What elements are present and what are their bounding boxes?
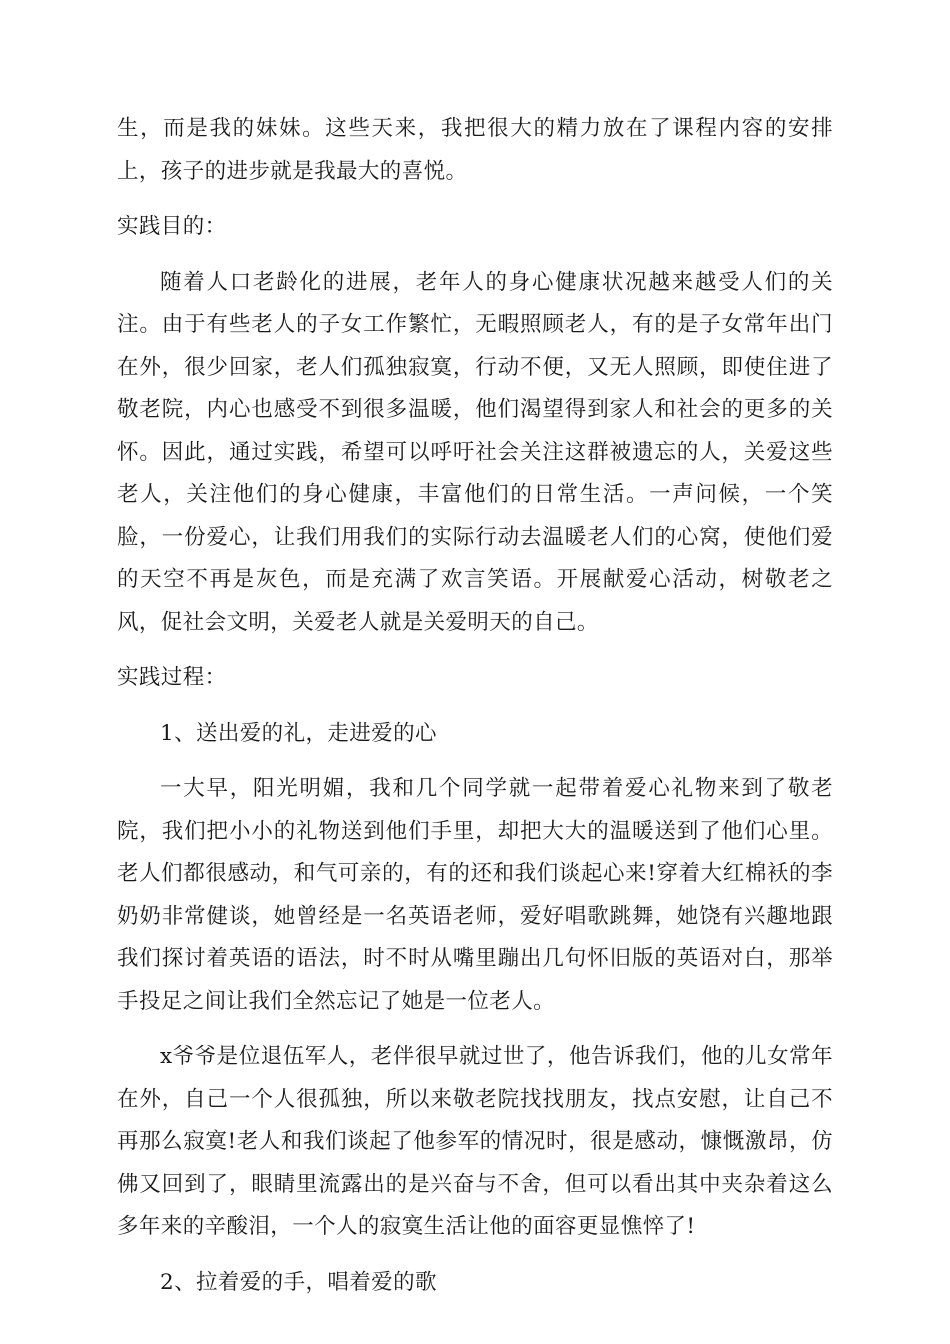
document-page (117, 108, 833, 1304)
heading-purpose: 实践目的： (117, 214, 227, 239)
subheading-2: 2、拉着爱的手，唱着爱的歌 (160, 1269, 437, 1295)
paragraph-process-2: x爷爷是位退伍军人，老伴很早就过世了，他告诉我们，他的儿女常年在外，自己一个人很孤独，所以来敬老院找找朋友，找点安慰，让自己不再那么寂寞!老人和我们谈起了他参军的情况时，很是感动，慷慨激昂，仿佛又回到了，眼睛里流露出的是兴奋与不舍，但可以看出其中夹杂着这么多年来的辛酸泪，一个人的寂寞生活让他的面容更显憔悴了! (117, 1044, 833, 1239)
subheading-1: 1、送出爱的礼，走进爱的心 (160, 720, 437, 746)
paragraph-purpose: 随着人口老龄化的进展，老年人的身心健康状况越来越受人们的关注。由于有些老人的子女工作繁忙，无暇照顾老人，有的是子女常年出门在外，很少回家，老人们孤独寂寞，行动不便，又无人照顾，即使住进了敬老院，内心也感受不到很多温暖，他们渴望得到家人和社会的更多的关怀。因此，通过实践，希望可以呼吁社会关注这群被遗忘的人，关爱这些老人，关注他们的身心健康，丰富他们的日常生活。一声问候，一个笑脸，一份爱心，让我们用我们的实际行动去温暖老人们的心窝，使他们爱的天空不再是灰色，而是充满了欢言笑语。开展献爱心活动，树敬老之风，促社会文明，关爱老人就是关爱明天的自己。 (117, 269, 833, 635)
paragraph-process-1: 一大早，阳光明媚，我和几个同学就一起带着爱心礼物来到了敬老院，我们把小小的礼物送到他们手里，却把大大的温暖送到了他们心里。老人们都很感动，和气可亲的，有的还和我们谈起心来!穿着大红棉袄的李奶奶非常健谈，她曾经是一名英语老师，爱好唱歌跳舞，她饶有兴趣地跟我们探讨着英语的语法，时不时从嘴里蹦出几句怀旧版的英语对白，那举手投足之间让我们全然忘记了她是一位老人。 (117, 776, 833, 1014)
heading-process: 实践过程： (117, 665, 227, 690)
paragraph-intro-end: 生，而是我的妹妹。这些天来，我把很大的精力放在了课程内容的安排上，孩子的进步就是我最大的喜悦。 (117, 116, 833, 184)
